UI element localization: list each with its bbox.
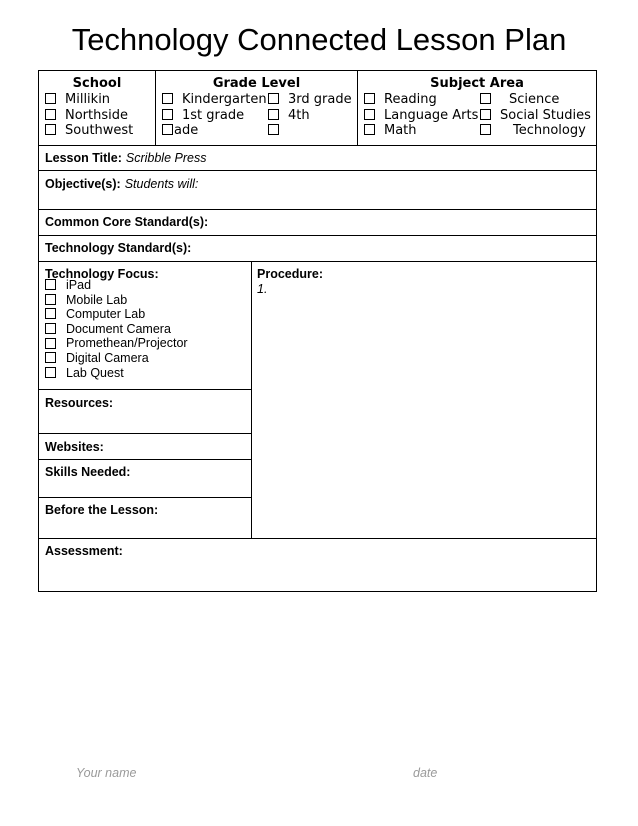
- procedure-divider: [251, 261, 252, 538]
- subject-option[interactable]: Language Arts: [364, 108, 478, 124]
- subject-option[interactable]: Technology: [480, 123, 586, 139]
- checkbox[interactable]: [162, 124, 173, 135]
- checkbox[interactable]: [45, 352, 56, 363]
- tech-focus-item[interactable]: Promethean/Projector: [45, 336, 188, 351]
- subject-option[interactable]: Math: [364, 123, 417, 139]
- subject-area-column: [358, 76, 596, 139]
- websites-field[interactable]: [45, 440, 104, 454]
- tech-focus-item[interactable]: Mobile Lab: [45, 293, 188, 308]
- before-lesson-label: Before the Lesson:: [45, 503, 159, 517]
- lesson-title-label: Lesson Title:: [45, 151, 122, 165]
- checkbox[interactable]: [480, 109, 491, 120]
- tech-standard-label: Technology Standard(s):: [45, 241, 192, 255]
- divider: [39, 145, 596, 146]
- divider: [39, 459, 251, 460]
- checkbox[interactable]: [45, 367, 56, 378]
- divider: [39, 538, 596, 539]
- checkbox[interactable]: [268, 109, 279, 120]
- checkbox[interactable]: [162, 109, 173, 120]
- procedure-field[interactable]: [257, 267, 323, 296]
- subject-option[interactable]: Social Studies: [480, 108, 591, 124]
- grade-option[interactable]: Kindergarten: [162, 92, 267, 108]
- assessment-label: Assessment:: [45, 544, 123, 558]
- grade-option[interactable]: [268, 123, 288, 139]
- divider: [39, 209, 596, 210]
- divider: [39, 235, 596, 236]
- page-title: Technology Connected Lesson Plan: [71, 22, 567, 57]
- skills-label: Skills Needed:: [45, 465, 131, 479]
- checkbox[interactable]: [480, 124, 491, 135]
- tech-focus-item[interactable]: Computer Lab: [45, 307, 188, 322]
- divider: [39, 497, 251, 498]
- lesson-title-field[interactable]: [45, 151, 206, 165]
- checkbox[interactable]: [45, 124, 56, 135]
- skills-field[interactable]: [45, 465, 130, 479]
- common-core-label: Common Core Standard(s):: [45, 215, 209, 229]
- procedure-step: 1.: [257, 282, 268, 296]
- checkbox[interactable]: [45, 323, 56, 334]
- lesson-plan-form: [38, 70, 597, 592]
- checkbox[interactable]: [364, 93, 375, 104]
- objectives-label: Objective(s):: [45, 177, 121, 191]
- school-option[interactable]: Northside: [39, 108, 155, 124]
- common-core-field[interactable]: [45, 215, 208, 229]
- divider: [39, 261, 596, 262]
- checkbox[interactable]: [45, 109, 56, 120]
- lesson-title-value: Scribble Press: [125, 151, 207, 165]
- checkbox[interactable]: [45, 93, 56, 104]
- divider: [39, 433, 251, 434]
- checkbox[interactable]: [268, 124, 279, 135]
- checkbox[interactable]: [45, 338, 56, 349]
- before-lesson-field[interactable]: [45, 503, 158, 517]
- checkbox[interactable]: [45, 308, 56, 319]
- checkbox[interactable]: [364, 124, 375, 135]
- school-option[interactable]: Millikin: [39, 92, 155, 108]
- checkbox[interactable]: [45, 279, 56, 290]
- subject-option[interactable]: Science: [480, 92, 559, 108]
- resources-field[interactable]: [45, 396, 113, 410]
- checkbox[interactable]: [480, 93, 491, 104]
- checkbox[interactable]: [162, 93, 173, 104]
- objectives-value: Students will:: [124, 177, 199, 191]
- divider: [39, 389, 251, 390]
- grade-option[interactable]: 4th: [268, 108, 310, 124]
- subject-option[interactable]: Reading: [364, 92, 437, 108]
- procedure-label: Procedure:: [257, 267, 323, 281]
- websites-label: Websites:: [45, 440, 104, 454]
- tech-focus-item[interactable]: Digital Camera: [45, 351, 188, 366]
- school-option[interactable]: Southwest: [39, 123, 155, 139]
- grade-option[interactable]: 3rd grade: [268, 92, 352, 108]
- tech-focus-item[interactable]: iPad: [45, 278, 188, 293]
- grade-level-column: [156, 76, 357, 145]
- checkbox[interactable]: [364, 109, 375, 120]
- tech-focus-item[interactable]: Document Camera: [45, 322, 188, 337]
- subject-area-heading: Subject Area: [430, 76, 524, 91]
- tech-focus-heading: Technology Focus:: [45, 267, 159, 281]
- checkbox[interactable]: [45, 294, 56, 305]
- checkbox[interactable]: [268, 93, 279, 104]
- tech-focus-item[interactable]: Lab Quest: [45, 366, 188, 381]
- grade-option[interactable]: ade: [162, 123, 198, 139]
- grade-level-heading: Grade Level: [212, 76, 301, 91]
- grade-option[interactable]: 1st grade: [162, 108, 244, 124]
- school-heading: School: [72, 76, 122, 91]
- divider: [39, 170, 596, 171]
- school-column: [39, 76, 155, 139]
- resources-label: Resources:: [45, 396, 114, 410]
- tech-focus-list: [45, 278, 188, 380]
- date-placeholder[interactable]: date: [413, 766, 438, 780]
- assessment-field[interactable]: [45, 544, 123, 558]
- your-name-placeholder[interactable]: Your name: [76, 766, 137, 780]
- objectives-field[interactable]: [45, 177, 198, 191]
- tech-standard-field[interactable]: [45, 241, 191, 255]
